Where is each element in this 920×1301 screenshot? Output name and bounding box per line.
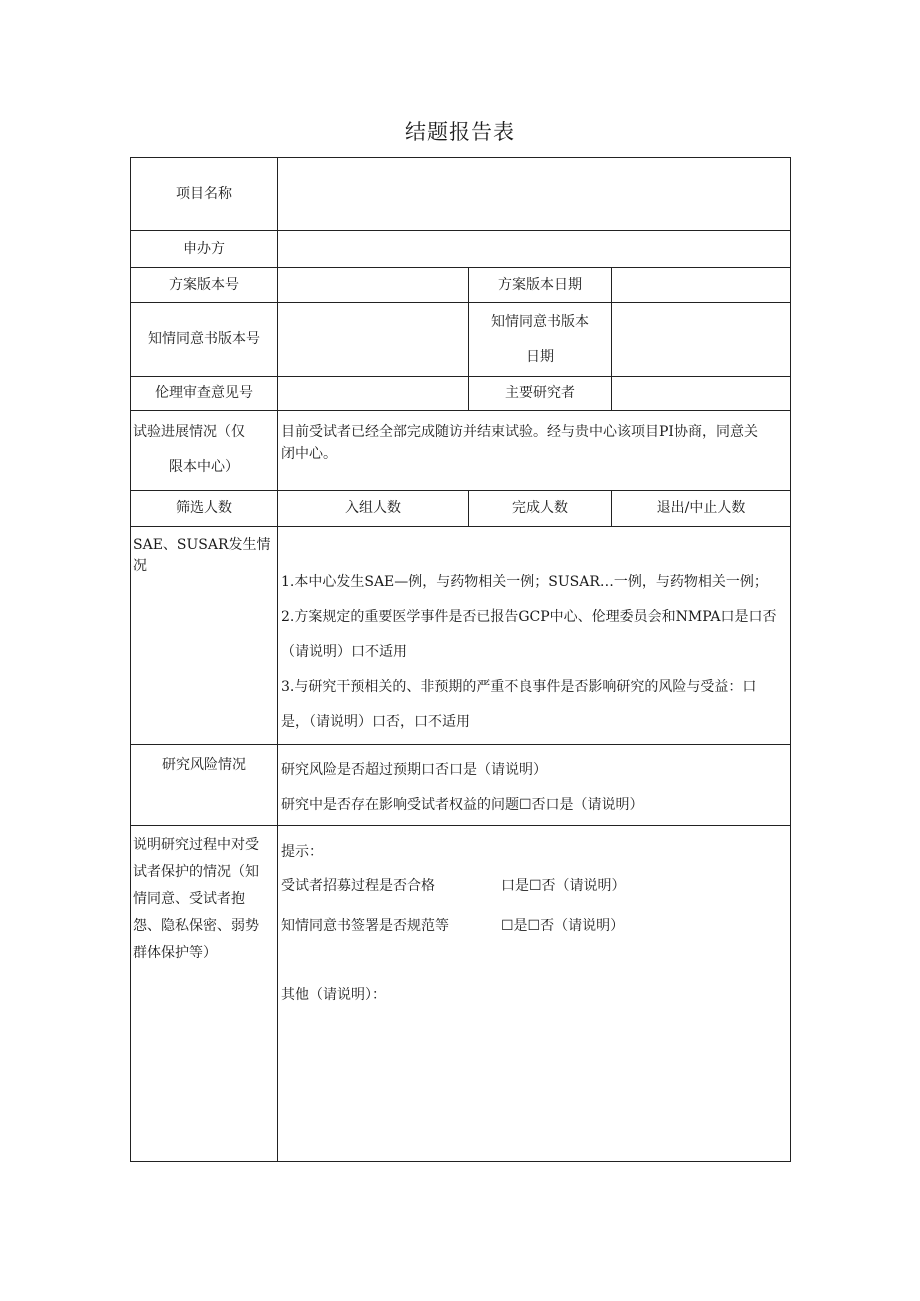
protection-label-line: 怨、隐私保密、弱势 xyxy=(133,918,259,934)
protocol-date-field[interactable] xyxy=(612,268,791,303)
progress-text-line1: 目前受试者已经全部完成随访并结束试验。经与贵中心该项目PI协商，同意关 xyxy=(281,424,758,440)
sponsor-field[interactable] xyxy=(278,231,791,268)
sae-item-1: 1.本中心发生SAE—例，与药物相关一例；SUSAR…一例，与药物相关一例； xyxy=(281,574,768,590)
progress-text[interactable] xyxy=(278,411,791,491)
completed-label: 完成人数 xyxy=(469,491,612,527)
row-icf-version xyxy=(131,303,791,377)
row-protection xyxy=(131,826,791,1162)
risk-content[interactable] xyxy=(278,745,791,826)
sae-item-3-line1: 3.与研究干预相关的、非预期的严重不良事件是否影响研究的风险与受益：口 xyxy=(281,679,757,695)
row-project-name xyxy=(131,158,791,231)
row-counts xyxy=(131,491,791,527)
recruit-options[interactable]: 口是☐否（请说明） xyxy=(501,878,626,894)
consent-question-text: 知情同意书签署是否规范等 xyxy=(281,918,449,934)
icf-version-label: 知情同意书版本号 xyxy=(131,303,278,377)
protection-label-line: 说明研究过程中对受 xyxy=(133,837,259,853)
row-ethics xyxy=(131,377,791,411)
screened-label: 筛选人数 xyxy=(131,491,278,527)
icf-date-label-line1: 知情同意书版本 xyxy=(491,313,589,330)
ethics-no-label: 伦理审查意见号 xyxy=(131,377,278,411)
page-title: 结题报告表 xyxy=(405,120,515,144)
protection-content[interactable] xyxy=(278,826,791,1162)
protocol-version-field[interactable] xyxy=(278,268,469,303)
other-text: 其他（请说明）： xyxy=(281,987,386,1003)
sae-item-2-line1: 2.方案规定的重要医学事件是否已报告GCP中心、伦理委员会和NMPA口是口否 xyxy=(281,609,777,625)
icf-version-field[interactable] xyxy=(278,303,469,377)
hint-text: 提示： xyxy=(281,844,323,860)
project-name-field[interactable] xyxy=(278,158,791,231)
progress-label-line2: 限本中心） xyxy=(169,459,239,475)
row-sae xyxy=(131,527,791,745)
report-form xyxy=(130,157,791,1162)
icf-date-label-line2: 日期 xyxy=(526,348,554,365)
row-progress xyxy=(131,411,791,491)
protection-label xyxy=(131,826,278,1162)
consent-question xyxy=(281,906,787,946)
sae-label: SAE、SUSAR发生情况 xyxy=(131,527,278,745)
protection-label-line: 情同意、受试者抱 xyxy=(133,891,245,907)
pi-label: 主要研究者 xyxy=(469,377,612,411)
protocol-version-label: 方案版本号 xyxy=(131,268,278,303)
withdrawn-label: 退出/中止人数 xyxy=(612,491,791,527)
protection-label-line: 群体保护等） xyxy=(133,945,217,961)
sae-item-2-line2: （请说明）口不适用 xyxy=(281,644,407,660)
consent-options[interactable]: ☐是☐否（请说明） xyxy=(501,918,625,934)
row-protocol-version xyxy=(131,268,791,303)
protection-label-line: 试者保护的情况（知 xyxy=(133,864,259,880)
sae-content[interactable] xyxy=(278,527,791,745)
protocol-date-label: 方案版本日期 xyxy=(469,268,612,303)
recruit-question xyxy=(281,866,787,906)
pi-field[interactable] xyxy=(612,377,791,411)
recruit-question-text: 受试者招募过程是否合格 xyxy=(281,878,435,894)
sponsor-label: 申办方 xyxy=(131,231,278,268)
row-sponsor xyxy=(131,231,791,268)
risk-line-2: 研究中是否存在影响受试者权益的问题☐否口是（请说明） xyxy=(281,797,644,813)
icf-date-label xyxy=(469,303,612,377)
enrolled-label: 入组人数 xyxy=(278,491,469,527)
risk-line-1: 研究风险是否超过预期口否口是（请说明） xyxy=(281,762,547,778)
ethics-no-field[interactable] xyxy=(278,377,469,411)
project-name-label: 项目名称 xyxy=(131,158,278,231)
progress-label xyxy=(131,411,278,491)
sae-item-3-line2: 是，（请说明）口否，口不适用 xyxy=(281,714,470,730)
progress-label-line1: 试验进展情况（仅 xyxy=(133,424,245,440)
progress-text-line2: 闭中心。 xyxy=(281,446,337,462)
risk-label: 研究风险情况 xyxy=(131,745,278,826)
icf-date-field[interactable] xyxy=(612,303,791,377)
row-risk xyxy=(131,745,791,826)
